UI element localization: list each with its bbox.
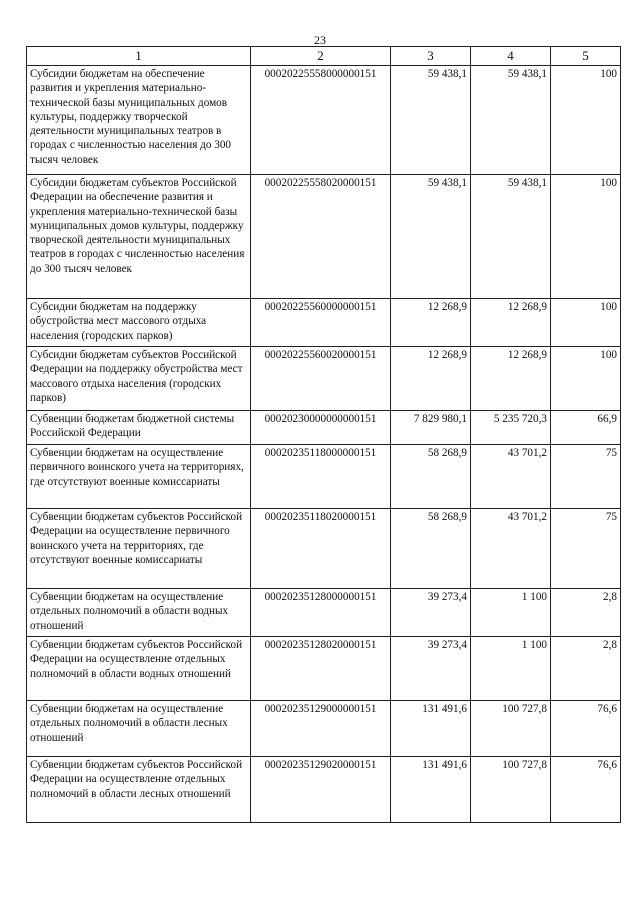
row-plan: 58 268,9 [391,445,471,509]
row-code: 00020230000000000151 [251,411,391,445]
column-header: 2 [251,47,391,66]
row-name: Субвенции бюджетам на осуществление первичного воинского учета на территориях, где отсутствуют военные комиссариаты [27,445,251,509]
row-actual: 1 100 [471,637,551,701]
row-code: 00020225560000000151 [251,299,391,347]
table-row [27,175,621,299]
row-percent: 76,6 [551,757,621,823]
header-row [27,47,621,66]
row-code: 00020235129000000151 [251,701,391,757]
row-code: 00020225560020000151 [251,347,391,411]
table-row [27,66,621,175]
row-name: Субсидии бюджетам субъектов Российской Федерации на поддержку обустройства мест массового отдыха населения (городских парков) [27,347,251,411]
row-percent: 100 [551,66,621,175]
row-code: 00020235118020000151 [251,509,391,589]
row-percent: 66,9 [551,411,621,445]
row-actual: 59 438,1 [471,66,551,175]
row-plan: 39 273,4 [391,637,471,701]
column-header: 1 [27,47,251,66]
row-code: 00020225558020000151 [251,175,391,299]
row-name: Субвенции бюджетам субъектов Российской Федерации на осуществление отдельных полномочий в области водных отношений [27,637,251,701]
row-actual: 59 438,1 [471,175,551,299]
table-row [27,701,621,757]
table-row [27,445,621,509]
row-percent: 76,6 [551,701,621,757]
row-code: 00020235128000000151 [251,589,391,637]
row-actual: 12 268,9 [471,347,551,411]
row-percent: 100 [551,299,621,347]
row-name: Субсидии бюджетам на поддержку обустройства мест массового отдыха населения (городских парков) [27,299,251,347]
row-name: Субвенции бюджетам субъектов Российской Федерации на осуществление отдельных полномочий в области лесных отношений [27,757,251,823]
table-row [27,589,621,637]
row-plan: 59 438,1 [391,66,471,175]
row-percent: 100 [551,347,621,411]
table-row [27,509,621,589]
column-header: 5 [551,47,621,66]
row-plan: 58 268,9 [391,509,471,589]
row-plan: 12 268,9 [391,299,471,347]
row-percent: 100 [551,175,621,299]
row-name: Субвенции бюджетам на осуществление отдельных полномочий в области водных отношений [27,589,251,637]
table-row [27,299,621,347]
row-percent: 75 [551,445,621,509]
row-code: 00020235129020000151 [251,757,391,823]
row-actual: 43 701,2 [471,509,551,589]
column-header: 4 [471,47,551,66]
row-plan: 131 491,6 [391,701,471,757]
row-actual: 100 727,8 [471,701,551,757]
row-plan: 12 268,9 [391,347,471,411]
page-number: 23 [314,33,326,47]
row-name: Субсидии бюджетам на обеспечение развития и укрепления материально-технической базы муниципальных домов культуры, поддержку творческой деятельности муниципальных театров в городах с численностью населения до 300 тысяч человек [27,66,251,175]
row-plan: 7 829 980,1 [391,411,471,445]
row-name: Субвенции бюджетам субъектов Российской Федерации на осуществление первичного воинского учета на территориях, где отсутствуют военные комиссариаты [27,509,251,589]
row-name: Субвенции бюджетам на осуществление отдельных полномочий в области лесных отношений [27,701,251,757]
row-plan: 39 273,4 [391,589,471,637]
table-row [27,757,621,823]
row-actual: 5 235 720,3 [471,411,551,445]
row-code: 00020235118000000151 [251,445,391,509]
row-code: 00020225558000000151 [251,66,391,175]
row-code: 00020235128020000151 [251,637,391,701]
row-percent: 75 [551,509,621,589]
table-row [27,411,621,445]
row-name: Субсидии бюджетам субъектов Российской Федерации на обеспечение развития и укрепления материально-технической базы муниципальных домов культуры, поддержку творческой деятельности муниципальных театров в городах с численностью населения до 300 тысяч человек [27,175,251,299]
row-name: Субвенции бюджетам бюджетной системы Российской Федерации [27,411,251,445]
row-actual: 12 268,9 [471,299,551,347]
table-row [27,637,621,701]
row-actual: 1 100 [471,589,551,637]
row-actual: 43 701,2 [471,445,551,509]
row-plan: 131 491,6 [391,757,471,823]
row-actual: 100 727,8 [471,757,551,823]
budget-table [26,46,621,823]
table-row [27,347,621,411]
row-percent: 2,8 [551,589,621,637]
row-plan: 59 438,1 [391,175,471,299]
row-percent: 2,8 [551,637,621,701]
column-header: 3 [391,47,471,66]
